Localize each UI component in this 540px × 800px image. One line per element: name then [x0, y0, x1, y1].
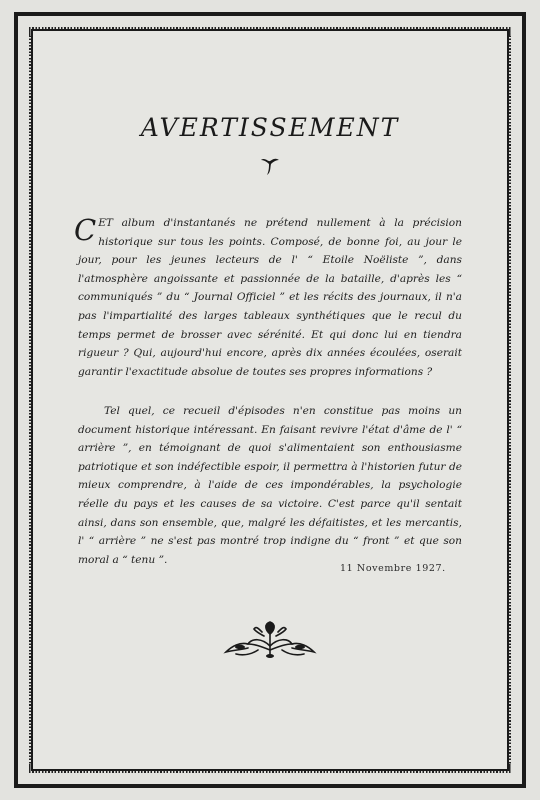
drop-cap: C: [74, 213, 97, 247]
paragraph-2: [78, 402, 462, 569]
date-signature: 11 Novembre 1927.: [340, 563, 446, 574]
page-title: AVERTISSEMENT: [140, 113, 400, 142]
paragraph-1-text: ET album d'instantanés ne prétend nullement à la précision historique sur tous les points. Composé, de bonne foi, au jour le jour, pour les jeunes lecteurs de l' “ Etoile Noëliste ”, dans l'atmosphère angoissante et passionnée de la bataille, d'après les “ communiqués ” du “ Journal Officiel ” et les récits des journaux, il n'a pas l'impartialité des larges tableaux synthétiques que le recul du temps permet de brosser avec sérénité. Et qui donc lui en tiendra rigueur ? Qui, aujourd'hui encore, après dix années écoulées, oserait garantir l'exactitude absolue de toutes ses propres informations ?: [78, 217, 462, 378]
paragraph-1: [74, 213, 462, 381]
ornament-flourish-icon: [258, 156, 282, 178]
floral-fleuron-icon: [218, 620, 322, 660]
paragraph-2-text: Tel quel, ce recueil d'épisodes n'en constitue pas moins un document historique intéressant. En faisant revivre l'état d'âme de l' “ arrière ”, en témoignant de quoi s'alimentaient son enthousiasme patriotique et son indéfectible espoir, il permettra à l'historien futur de mieux comprendre, à l'aide de ces impondérables, la psychologie réelle du pays et les causes de sa victoire. C'est parce qu'il sentait ainsi, dans son ensemble, que, malgré les défaitistes, et les mercantis, l' “ arrière ” ne s'est pas montré trop indigne du “ front ” et que son moral a “ tenu ”.: [78, 405, 462, 566]
